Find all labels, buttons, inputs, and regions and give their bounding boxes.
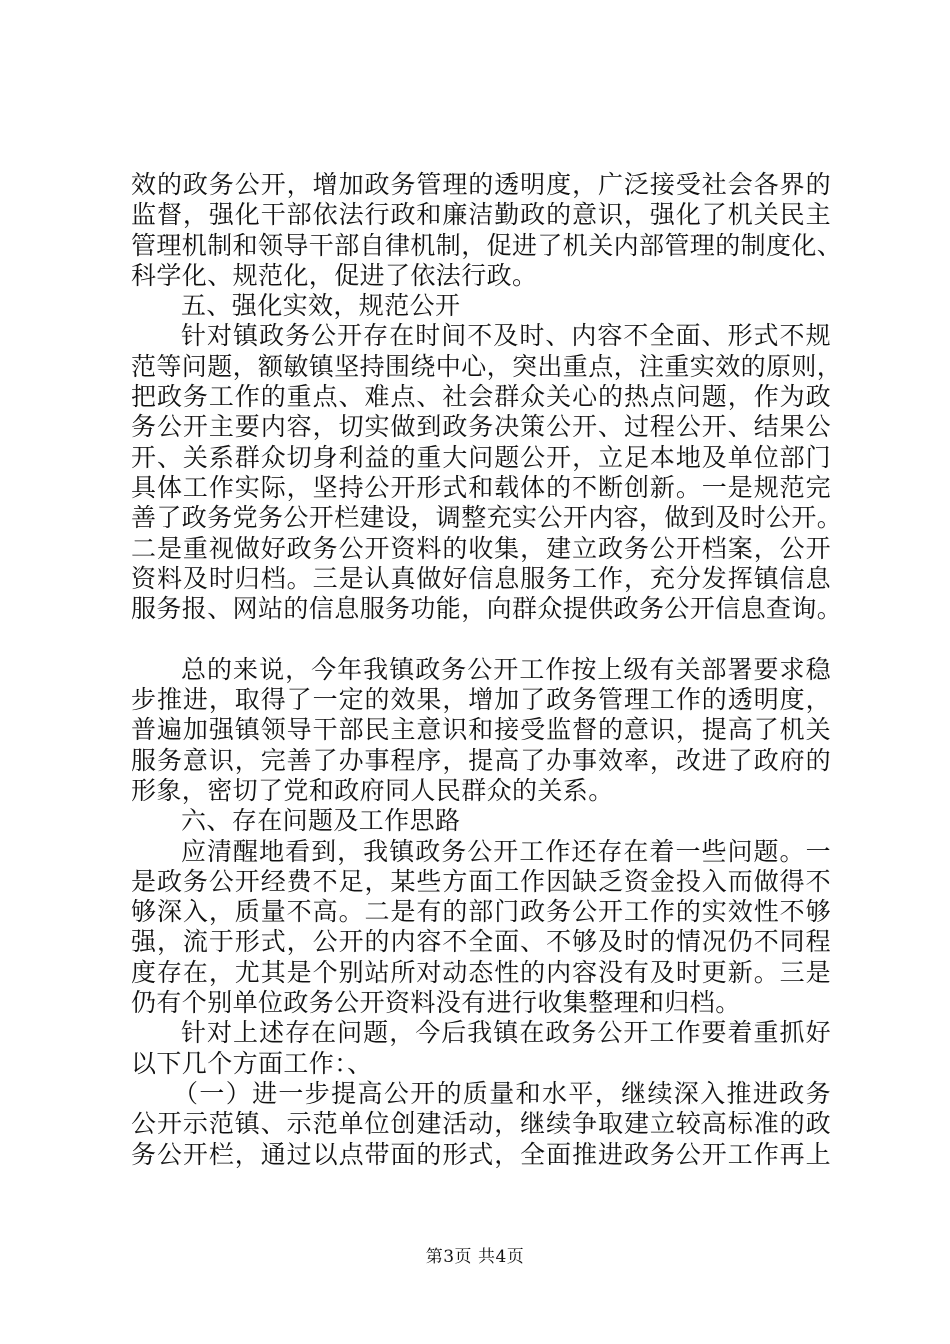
text-line: 科学化、规范化，促进了依法行政。 (131, 260, 538, 290)
text-line: 公开示范镇、示范单位创建活动，继续争取建立较高标准的政 (131, 1109, 831, 1139)
text-line: 步推进，取得了一定的效果，增加了政务管理工作的透明度， (131, 685, 831, 715)
blank-line (131, 624, 831, 654)
text-line: 范等问题，额敏镇坚持围绕中心，突出重点，注重实效的原则， (131, 351, 843, 381)
text-line: 度存在，尤其是个别站所对动态性的内容没有及时更新。三是 (131, 957, 831, 987)
text-line: 够深入，质量不高。二是有的部门政务公开工作的实效性不够 (131, 897, 831, 927)
text-line: 五、强化实效，规范公开 (181, 291, 461, 321)
text-line: 形象，密切了党和政府同人民群众的关系。 (131, 775, 614, 805)
text-line: 把政务工作的重点、难点、社会群众关心的热点问题，作为政 (131, 382, 831, 412)
text-line: 普遍加强镇领导干部民主意识和接受监督的意识，提高了机关 (131, 715, 831, 745)
text-line: 管理机制和领导干部自律机制，促进了机关内部管理的制度化、 (131, 230, 843, 260)
page-number: 第3页 共4页 (425, 1247, 525, 1267)
text-line: 效的政务公开，增加政务管理的透明度，广泛接受社会各界的 (131, 170, 831, 199)
text-line: 二是重视做好政务公开资料的收集，建立政务公开档案，公开 (131, 533, 831, 563)
text-line: 务公开主要内容，切实做到政务决策公开、过程公开、结果公 (131, 412, 831, 442)
text-line: 监督，强化干部依法行政和廉洁勤政的意识，强化了机关民主 (131, 200, 831, 230)
text-line: 六、存在问题及工作思路 (181, 806, 461, 836)
text-line: 是政务公开经费不足，某些方面工作因缺乏资金投入而做得不 (131, 866, 831, 896)
text-line: 开、关系群众切身利益的重大问题公开，立足本地及单位部门 (131, 442, 831, 472)
text-line: 仍有个别单位政务公开资料没有进行收集整理和归档。 (131, 988, 741, 1018)
text-line: 针对镇政务公开存在时间不及时、内容不全面、形式不规 (181, 321, 831, 351)
text-line: 总的来说，今年我镇政务公开工作按上级有关部署要求稳 (181, 654, 831, 684)
text-line: 以下几个方面工作：、 (131, 1048, 373, 1078)
document-body (131, 170, 843, 1170)
text-line: 应清醒地看到，我镇政务公开工作还存在着一些问题。一 (181, 836, 831, 866)
text-line: 具体工作实际，坚持公开形式和载体的不断创新。一是规范完 (131, 472, 831, 502)
text-line: 服务意识，完善了办事程序，提高了办事效率，改进了政府的 (131, 745, 831, 775)
text-line: 针对上述存在问题，今后我镇在政务公开工作要着重抓好 (181, 1018, 831, 1048)
text-line: 服务报、网站的信息服务功能，向群众提供政务公开信息查询。 (131, 594, 843, 624)
text-line: 善了政务党务公开栏建设，调整充实公开内容，做到及时公开。 (131, 503, 843, 533)
text-line: 强，流于形式，公开的内容不全面、不够及时的情况仍不同程 (131, 927, 831, 957)
text-line: 资料及时归档。三是认真做好信息服务工作，充分发挥镇信息 (131, 563, 831, 593)
text-line: 务公开栏，通过以点带面的形式，全面推进政务公开工作再上 (131, 1139, 831, 1169)
text-line: （一）进一步提高公开的质量和水平，继续深入推进政务 (173, 1078, 831, 1108)
page-footer (0, 1242, 950, 1267)
